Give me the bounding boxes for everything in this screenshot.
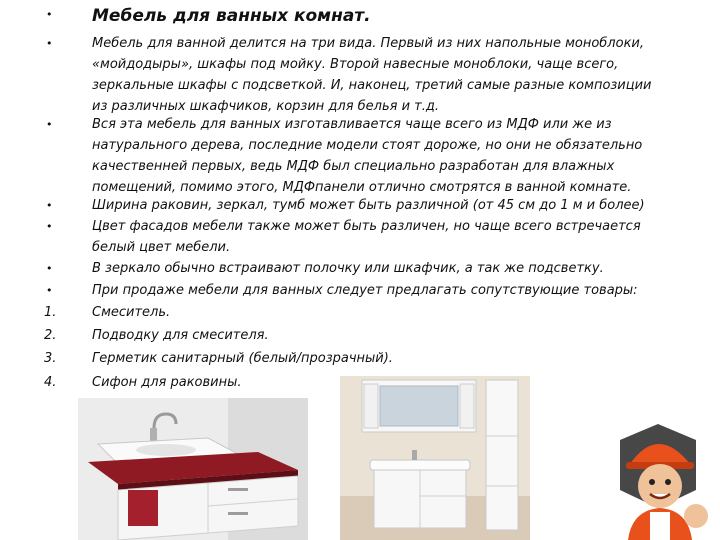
numbered-item: Герметик санитарный (белый/прозрачный). <box>92 351 393 366</box>
bullet-marker: • <box>46 199 53 212</box>
number-marker: 4. <box>44 375 57 390</box>
numbered-item: Сифон для раковины. <box>92 375 242 390</box>
number-marker: 3. <box>44 351 57 366</box>
worker-mascot-illustration <box>600 420 720 540</box>
numbered-item: Подводку для смесителя. <box>92 328 269 343</box>
paragraph-color: Цвет фасадов мебели также может быть различен, но чаще всего встречается белый цвет мебели. <box>92 219 641 255</box>
bullet-marker: • <box>46 284 53 297</box>
bullet-marker: • <box>46 37 53 50</box>
numbered-item: Смеситель. <box>92 305 171 320</box>
bullet-marker: • <box>46 262 53 275</box>
bullet-marker: • <box>46 8 53 21</box>
paragraph-related-goods: При продаже мебели для ванных следует предлагать сопутствующие товары: <box>92 283 638 298</box>
worker-mascot-icon <box>600 420 720 540</box>
slide-title: Мебель для ванных комнат. <box>92 6 371 26</box>
vanity-red-counter-photo <box>78 398 308 540</box>
number-marker: 1. <box>44 305 57 320</box>
bullet-marker: • <box>46 118 53 131</box>
paragraph-furniture-types: Мебель для ванной делится на три вида. Первый из них напольные моноблоки, «мойдодыры», шкафы под мойку. Второй навесные моноблоки, чаще всего, зеркальные шкафы с подсветкой. И, наконец, третий самые разные композиции из различных шкафчиков, корзин для белья и т.д. <box>92 36 652 114</box>
paragraph-mirror: В зеркало обычно встраивают полочку или шкафчик, а так же подсветку. <box>92 261 604 276</box>
vanity-set-mirror-illustration <box>340 376 530 540</box>
paragraph-width: Ширина раковин, зеркал, тумб может быть различной (от 45 см до 1 м и более) <box>92 198 645 213</box>
bullet-marker: • <box>46 220 53 233</box>
number-marker: 2. <box>44 328 57 343</box>
vanity-red-counter-illustration <box>78 398 308 540</box>
vanity-set-mirror-photo <box>340 376 530 540</box>
paragraph-materials: Вся эта мебель для ванных изготавливается чаще всего из МДФ или же из натурального дерева, последние модели стоят дороже, но они не обязательно качественней первых, ведь МДФ был специально разработан для влажных помещений, помимо этого, МДФпанели отлично смотрятся в ванной комнате. <box>92 117 643 195</box>
